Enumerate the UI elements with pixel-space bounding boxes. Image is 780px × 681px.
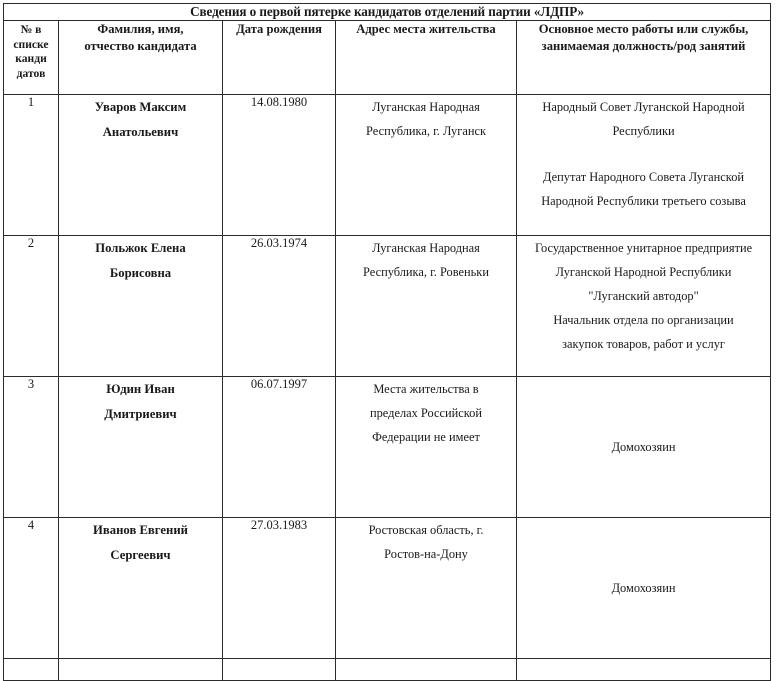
cell-birthdate: 27.03.1983 (223, 518, 336, 659)
cell-number: 2 (4, 236, 59, 377)
cell-candidate-name: Польжок Елена Борисовна (59, 236, 223, 377)
cell-workplace (517, 659, 771, 681)
cell-workplace: Домохозяин (517, 518, 771, 659)
cell-number: 1 (4, 95, 59, 236)
cell-address: Луганская Народная Республика, г. Ровеньки (336, 236, 517, 377)
cell-candidate-name: Уваров Максим Анатольевич (59, 95, 223, 236)
cell-workplace: Домохозяин (517, 377, 771, 518)
column-header-address: Адрес места жительства (336, 21, 517, 95)
column-header-birthdate: Дата рождения (223, 21, 336, 95)
cell-candidate-name: Иванов Евгений Сергеевич (59, 518, 223, 659)
table-header-row (4, 21, 771, 95)
table-row (4, 377, 771, 518)
table-title-row (4, 4, 771, 21)
column-header-number: № в списке канди датов (4, 21, 59, 95)
column-header-workplace: Основное место работы или службы, занимаемая должность/род занятий (517, 21, 771, 95)
cell-address: Места жительства в пределах Российской Федерации не имеет (336, 377, 517, 518)
cell-address: Луганская Народная Республика, г. Луганск (336, 95, 517, 236)
cell-number: 4 (4, 518, 59, 659)
cell-address (336, 659, 517, 681)
cell-number: 3 (4, 377, 59, 518)
cell-birthdate: 14.08.1980 (223, 95, 336, 236)
cell-number (4, 659, 59, 681)
paragraph-gap (517, 143, 770, 165)
cell-birthdate: 06.07.1997 (223, 377, 336, 518)
column-header-name: Фамилия, имя, отчество кандидата (59, 21, 223, 95)
cell-birthdate: 26.03.1974 (223, 236, 336, 377)
cell-candidate-name: Юдин Иван Дмитриевич (59, 377, 223, 518)
cell-address: Ростовская область, г. Ростов-на-Дону (336, 518, 517, 659)
candidates-table (3, 3, 771, 681)
cell-candidate-name (59, 659, 223, 681)
table-row (4, 95, 771, 236)
cell-birthdate (223, 659, 336, 681)
cell-workplace: Государственное унитарное предприятие Луганской Народной Республики "Луганский автодор" Начальник отдела по организации закупок товаров, работ и услуг (517, 236, 771, 377)
table-row (4, 518, 771, 659)
document-title: Сведения о первой пятерке кандидатов отделений партии «ЛДПР» (4, 4, 771, 21)
table-row (4, 236, 771, 377)
table-row-partial (4, 659, 771, 681)
cell-workplace: Народный Совет Луганской Народной Республики Депутат Народного Совета Луганской Народной Республики третьего созыва (517, 95, 771, 236)
